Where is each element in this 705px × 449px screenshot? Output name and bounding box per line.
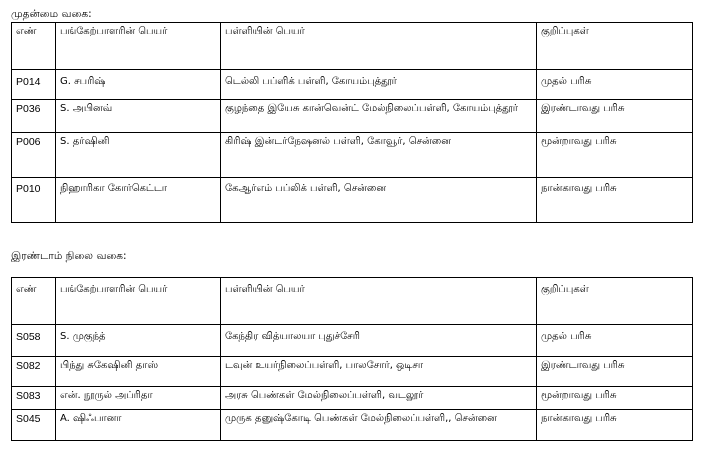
school-name: டவுன் உயர்நிலைப்பள்ளி, பாலசோர், ஒடிசா	[221, 357, 537, 387]
header-notes: குறிப்புகள்	[537, 23, 693, 70]
secondary-results-table	[11, 277, 693, 441]
participant-id: S045	[12, 410, 56, 441]
participant-id: P014	[12, 70, 56, 100]
participant-name: S. தர்ஷினி	[56, 133, 221, 178]
primary-category-title: முதன்மை வகை:	[11, 8, 92, 20]
participant-name: S. முகுந்த்	[56, 325, 221, 357]
school-name: கேஆர்எம் பப்லிக் பள்ளி, சென்னை	[221, 178, 537, 223]
table-row	[12, 357, 693, 387]
table-row	[12, 70, 693, 100]
participant-id: P010	[12, 178, 56, 223]
school-name: டெல்லி பப்ளிக் பள்ளி, கோயம்புத்தூர்	[221, 70, 537, 100]
prize-note: நான்காவது பரிசு	[537, 178, 693, 223]
header-school-name: பள்ளியின் பெயர்	[221, 278, 537, 325]
header-participant-name: பங்கேற்பாளரின் பெயர்	[56, 23, 221, 70]
header-number: எண்	[12, 23, 56, 70]
table-row	[12, 325, 693, 357]
header-notes: குறிப்புகள்	[537, 278, 693, 325]
prize-note: மூன்றாவது பரிசு	[537, 387, 693, 410]
header-participant-name: பங்கேற்பாளரின் பெயர்	[56, 278, 221, 325]
participant-name: S. அபினவ்	[56, 100, 221, 133]
header-school-name: பள்ளியின் பெயர்	[221, 23, 537, 70]
table-row	[12, 178, 693, 223]
table-header-row	[12, 278, 693, 325]
secondary-category-title: இரண்டாம் நிலை வகை:	[11, 250, 127, 262]
school-name: அரசு பெண்கள் மேல்நிலைப்பள்ளி, வடலூர்	[221, 387, 537, 410]
participant-id: P006	[12, 133, 56, 178]
table-row	[12, 387, 693, 410]
table-row	[12, 410, 693, 441]
participant-name: பிந்து சுகேஷினி தாஸ்	[56, 357, 221, 387]
participant-name: G. சபரிஷ்	[56, 70, 221, 100]
participant-name: நிஹாரிகா கோர்கெட்டா	[56, 178, 221, 223]
prize-note: இரண்டாவது பரிசு	[537, 357, 693, 387]
table-row	[12, 100, 693, 133]
school-name: கிரிஷ் இன்டர்நேஷனல் பள்ளி, கோவூர், சென்னை	[221, 133, 537, 178]
table-header-row	[12, 23, 693, 70]
participant-id: S083	[12, 387, 56, 410]
prize-note: முதல் பரிசு	[537, 325, 693, 357]
participant-id: S058	[12, 325, 56, 357]
primary-results-table	[11, 22, 693, 223]
header-number: எண்	[12, 278, 56, 325]
school-name: முருக தனுஷ்கோடி பெண்கள் மேல்நிலைப்பள்ளி,, சென்னை	[221, 410, 537, 441]
school-name: குழந்தை இயேசு கான்வென்ட் மேல்நிலைப்பள்ளி, கோயம்புத்தூர்	[221, 100, 537, 133]
prize-note: முதல் பரிசு	[537, 70, 693, 100]
participant-name: A. ஷிஃபானா	[56, 410, 221, 441]
participant-id: S082	[12, 357, 56, 387]
school-name: கேந்திர வித்யாலயா புதுச்சேரி	[221, 325, 537, 357]
participant-id: P036	[12, 100, 56, 133]
participant-name: என். நூருல் அப்ரிதா	[56, 387, 221, 410]
prize-note: மூன்றாவது பரிசு	[537, 133, 693, 178]
prize-note: நான்காவது பரிசு	[537, 410, 693, 441]
prize-note: இரண்டாவது பரிசு	[537, 100, 693, 133]
table-row	[12, 133, 693, 178]
